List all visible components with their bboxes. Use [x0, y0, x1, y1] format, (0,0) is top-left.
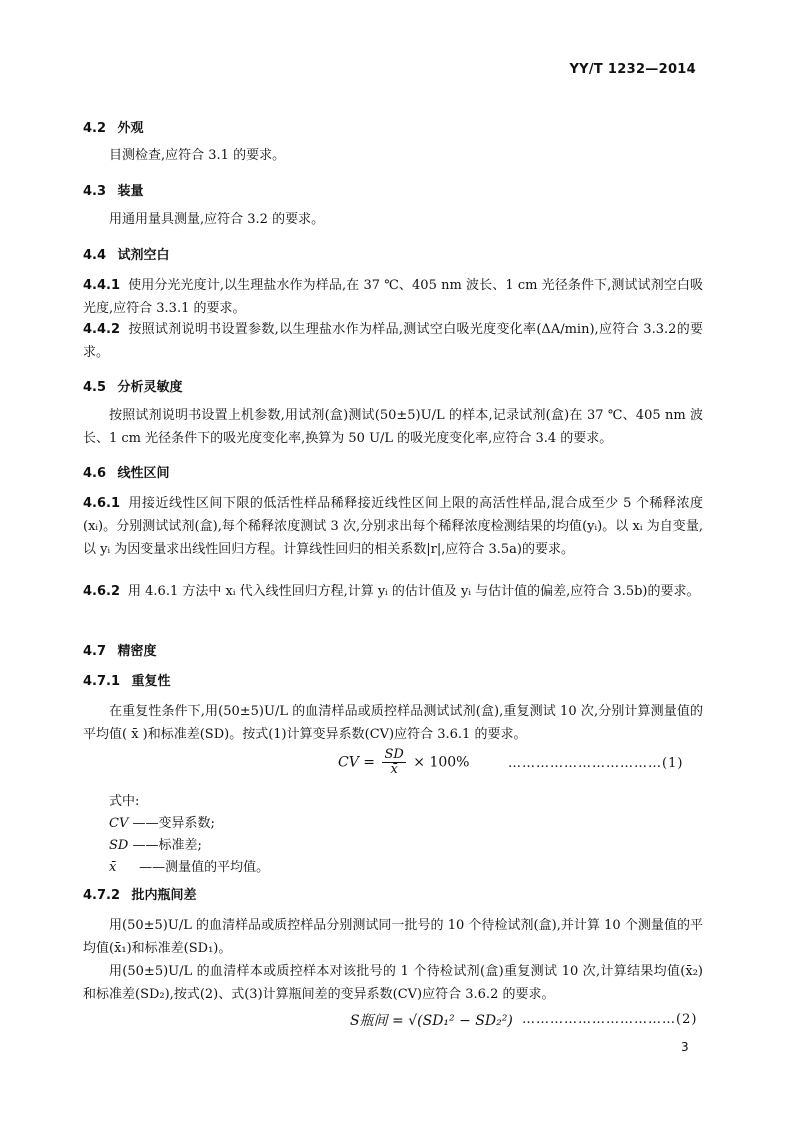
section-number: 4.7.1 — [83, 674, 121, 689]
section-number: 4.6 — [83, 466, 107, 481]
section-number: 4.5 — [83, 380, 107, 395]
section-title: 试剂空白 — [117, 248, 170, 263]
formula-1-denominator: x̄ — [390, 762, 398, 777]
section-4-7-1-text: 在重复性条件下,用(50±5)U/L 的血清样品或质控样品测试试剂(盒),重复测试 10 次,分别计算测量值的平均值( x̄ )和标准差(SD)。按式(1)计算变异系数(CV)应符合 3.6.1 的要求。 — [83, 704, 703, 742]
section-4-7-1-heading — [83, 670, 171, 689]
formula-1-lhs: CV = — [338, 754, 376, 771]
clause-4-4-2 — [83, 318, 703, 364]
clause-number: 4.6.2 — [83, 584, 121, 599]
section-4-6-heading — [83, 462, 170, 481]
clause-text: 用接近线性区间下限的低活性样品稀释接近线性区间上限的高活性样品,混合成至少 5 个稀释浓度(xᵢ)。分别测试试剂(盒),每个稀释浓度测试 3 次,分别求出每个稀释浓度检测结果的均值(yᵢ)。以 xᵢ 为自变量,以 yᵢ 为因变量求出线性回归方程。计算线性回归的相关系数|r|,应符合 3.5a)的要求。 — [83, 496, 703, 557]
formula-2-number: ……………………………(2) — [522, 1012, 698, 1027]
definition-symbol: CV — [109, 816, 129, 831]
section-number: 4.2 — [83, 121, 107, 136]
clause-4-6-1 — [83, 492, 703, 561]
clause-text: 用 4.6.1 方法中 xᵢ 代入线性回归方程,计算 yᵢ 的估计值及 yᵢ 与估计值的偏差,应符合 3.5b)的要求。 — [128, 584, 700, 599]
formula-1-number: ……………………………(1) — [508, 756, 684, 771]
section-title: 外观 — [117, 121, 144, 136]
definition-symbol: SD — [109, 838, 129, 853]
clause-number: 4.4.1 — [83, 278, 121, 293]
section-title: 重复性 — [131, 674, 171, 689]
section-title: 批内瓶间差 — [131, 888, 197, 903]
clause-4-4-1 — [83, 274, 703, 320]
definition-text: ——变异系数; — [132, 816, 215, 831]
section-title: 线性区间 — [117, 466, 170, 481]
section-4-7-heading — [83, 640, 157, 659]
formula-1-fraction — [382, 748, 405, 777]
clause-text: 使用分光光度计,以生理盐水作为样品,在 37 ℃、405 nm 波长、1 cm 光径条件下,测试试剂空白吸光度,应符合 3.3.1 的要求。 — [83, 278, 703, 316]
formula-1-numerator: SD — [384, 747, 404, 762]
definition-sd — [109, 834, 202, 853]
section-4-3-heading — [83, 180, 144, 199]
clause-text: 按照试剂说明书设置参数,以生理盐水作为样品,测试空白吸光度变化率(ΔA/min),应符合 3.3.2的要求。 — [83, 322, 703, 360]
definition-symbol: x̄ — [109, 860, 117, 875]
formula-1-rhs: × 100% — [413, 754, 470, 771]
section-number: 4.3 — [83, 184, 107, 199]
where-label: 式中: — [109, 794, 140, 809]
section-title: 分析灵敏度 — [117, 380, 183, 395]
formula-2: S瓶间 = √(SD₁² − SD₂²) — [350, 1013, 513, 1029]
section-4-4-heading — [83, 244, 170, 263]
page-number: 3 — [681, 1040, 689, 1054]
clause-4-6-2 — [83, 580, 703, 603]
definition-text: ——测量值的平均值。 — [139, 860, 270, 875]
standard-code: YY/T 1232—2014 — [569, 62, 696, 77]
formula-1 — [338, 748, 469, 777]
section-title: 装量 — [117, 184, 144, 199]
section-number: 4.7 — [83, 644, 107, 659]
section-4-7-2-heading — [83, 884, 197, 903]
section-4-2-heading — [83, 117, 144, 136]
section-number: 4.4 — [83, 248, 107, 263]
section-number: 4.7.2 — [83, 888, 121, 903]
section-4-5-heading — [83, 376, 183, 395]
clause-number: 4.6.1 — [83, 496, 121, 511]
clause-number: 4.4.2 — [83, 322, 121, 337]
definition-mean — [109, 856, 269, 875]
section-title: 精密度 — [117, 644, 157, 659]
definition-cv — [109, 812, 215, 831]
section-4-7-2-paragraph-2: 用(50±5)U/L 的血清样本或质控样本对该批号的 1 个待检试剂(盒)重复测试 10 次,计算结果均值(x̄₂)和标准差(SD₂),按式(2)、式(3)计算瓶间差的变异系数(CV)应符合 3.6.2 的要求。 — [83, 964, 703, 1002]
section-4-5-text: 按照试剂说明书设置上机参数,用试剂(盒)测试(50±5)U/L 的样本,记录试剂(盒)在 37 ℃、405 nm 波长、1 cm 光径条件下的吸光度变化率,换算为 50 U/L 的吸光度变化率,应符合 3.4 的要求。 — [83, 408, 703, 446]
section-4-3-text: 用通用量具测量,应符合 3.2 的要求。 — [109, 212, 325, 227]
definition-text: ——标准差; — [132, 838, 202, 853]
section-4-2-text: 目测检查,应符合 3.1 的要求。 — [109, 148, 286, 163]
section-4-7-2-paragraph-1: 用(50±5)U/L 的血清样品或质控样品分别测试同一批号的 10 个待检试剂(盒),并计算 10 个测量值的平均值(x̄₁)和标准差(SD₁)。 — [83, 918, 703, 956]
